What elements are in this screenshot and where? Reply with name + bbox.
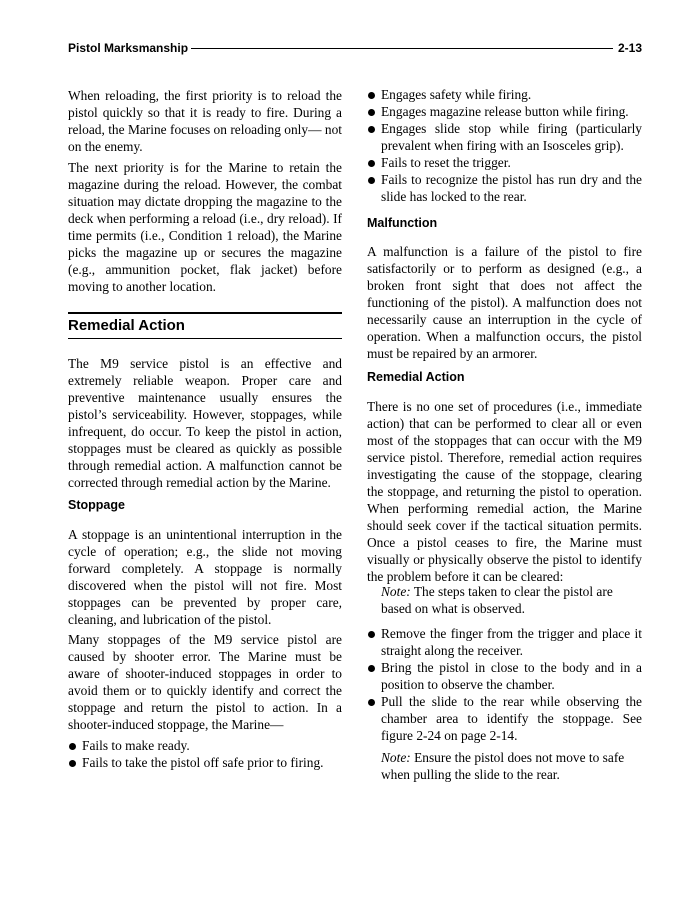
list-item: Fails to reset the trigger. bbox=[367, 154, 642, 171]
header-rule bbox=[191, 48, 613, 49]
bullet-icon bbox=[368, 699, 375, 706]
list-item: Remove the finger from the trigger and place it straight along the receiver. bbox=[367, 625, 642, 659]
section-heading-remedial-action: Remedial Action bbox=[68, 317, 185, 334]
bullet-icon bbox=[368, 160, 375, 167]
shooter-error-list-continued bbox=[367, 86, 642, 205]
reload-paragraph-1: When reloading, the first priority is to reload the pistol quickly so that it is ready to fire. During a reload, the Marine focuses on reloading only— not on the enemy. bbox=[68, 88, 342, 154]
stoppage-paragraph-2: Many stoppages of the M9 service pistol are caused by shooter error. The Marine must be aware of shooter-induced stoppages in order to avoid them or to quickly identify and correct the stoppage and return the pistol to action. In a shooter-induced stoppage, the Marine— bbox=[68, 632, 342, 732]
page-number: 2-13 bbox=[618, 41, 643, 55]
list-item: Fails to make ready. bbox=[68, 737, 342, 754]
list-item: Engages magazine release button while firing. bbox=[367, 103, 642, 120]
section-rule-bottom bbox=[68, 338, 342, 339]
bullet-icon bbox=[69, 760, 76, 767]
remedial-steps-list bbox=[367, 625, 642, 744]
stoppage-paragraph-1: A stoppage is an unintentional interruption in the cycle of operation; e.g., the slide not moving forward completely. A stoppage is normally discovered when the pistol will not fire. Most stoppages can be prevented by proper care, cleaning, and lubrication of the pistol. bbox=[68, 527, 342, 627]
bullet-icon bbox=[368, 109, 375, 116]
stoppage-heading: Stoppage bbox=[68, 498, 125, 512]
list-item: Engages safety while firing. bbox=[367, 86, 642, 103]
malfunction-paragraph: A malfunction is a failure of the pistol to fire satisfactorily or to perform as designed (e.g., a broken front sight that does not affect the functioning of the pistol). A malfunction does not necessarily cause an interruption in the cycle of operation. When a malfunction occurs, the pistol must be repaired by an armorer. bbox=[367, 244, 642, 361]
bullet-icon bbox=[368, 665, 375, 672]
remedial-paragraph: The M9 service pistol is an effective and extremely reliable weapon. Proper care and preventive maintenance usually ensures the pistol’s serviceability. However, stoppages, while infrequent, do occur. To keep the pistol in action, stoppages must be cleared as quickly as possible through remedial action. A malfunction cannot be corrected through remedial action by the Marine. bbox=[68, 356, 342, 490]
bullet-icon bbox=[368, 177, 375, 184]
section-rule-top bbox=[68, 312, 342, 314]
malfunction-heading: Malfunction bbox=[367, 216, 438, 230]
list-item: Engages slide stop while firing (particularly prevalent when firing with an Isosceles grip). bbox=[367, 120, 642, 154]
list-item: Fails to take the pistol off safe prior to firing. bbox=[68, 754, 342, 771]
remedial-action-paragraph: There is no one set of procedures (i.e., immediate action) that can be performed to clear all or even most of the stoppages that can occur with the M9 service pistol. Therefore, remedial action requires investigating the cause of the stoppage, clearing the stoppage, and returning the pistol to operation. When performing remedial action, the Marine should seek cover if the tactical situation permits. Once a pistol ceases to fire, the Marine must visually or physically observe the pistol to identify the problem before it can be cleared: bbox=[367, 399, 642, 584]
bullet-icon bbox=[368, 126, 375, 133]
running-header-title: Pistol Marksmanship bbox=[68, 41, 189, 55]
note-observe: Note: The steps taken to clear the pistol are based on what is observed. bbox=[381, 584, 613, 616]
remedial-action-subheading: Remedial Action bbox=[367, 370, 465, 384]
bullet-icon bbox=[368, 631, 375, 638]
reload-paragraph-2: The next priority is for the Marine to retain the magazine during the reload. However, the combat situation may dictate dropping the magazine to the deck when performing a reload (i.e., dry reload). If time permits (i.e., Condition 1 reload), the Marine picks the magazine up or secures the magazine (e.g., ammunition pocket, flak jacket) before moving to another location. bbox=[68, 160, 342, 294]
list-item: Pull the slide to the rear while observing the chamber area to identify the stoppage. See figure 2-24 on page 2-14. bbox=[367, 693, 642, 744]
shooter-error-list bbox=[68, 737, 342, 771]
list-item: Fails to recognize the pistol has run dry and the slide has locked to the rear. bbox=[367, 171, 642, 205]
note-safe: Note: Ensure the pistol does not move to safe when pulling the slide to the rear. bbox=[381, 750, 625, 782]
list-item: Bring the pistol in close to the body and in a position to observe the chamber. bbox=[367, 659, 642, 693]
bullet-icon bbox=[368, 92, 375, 99]
bullet-icon bbox=[69, 743, 76, 750]
